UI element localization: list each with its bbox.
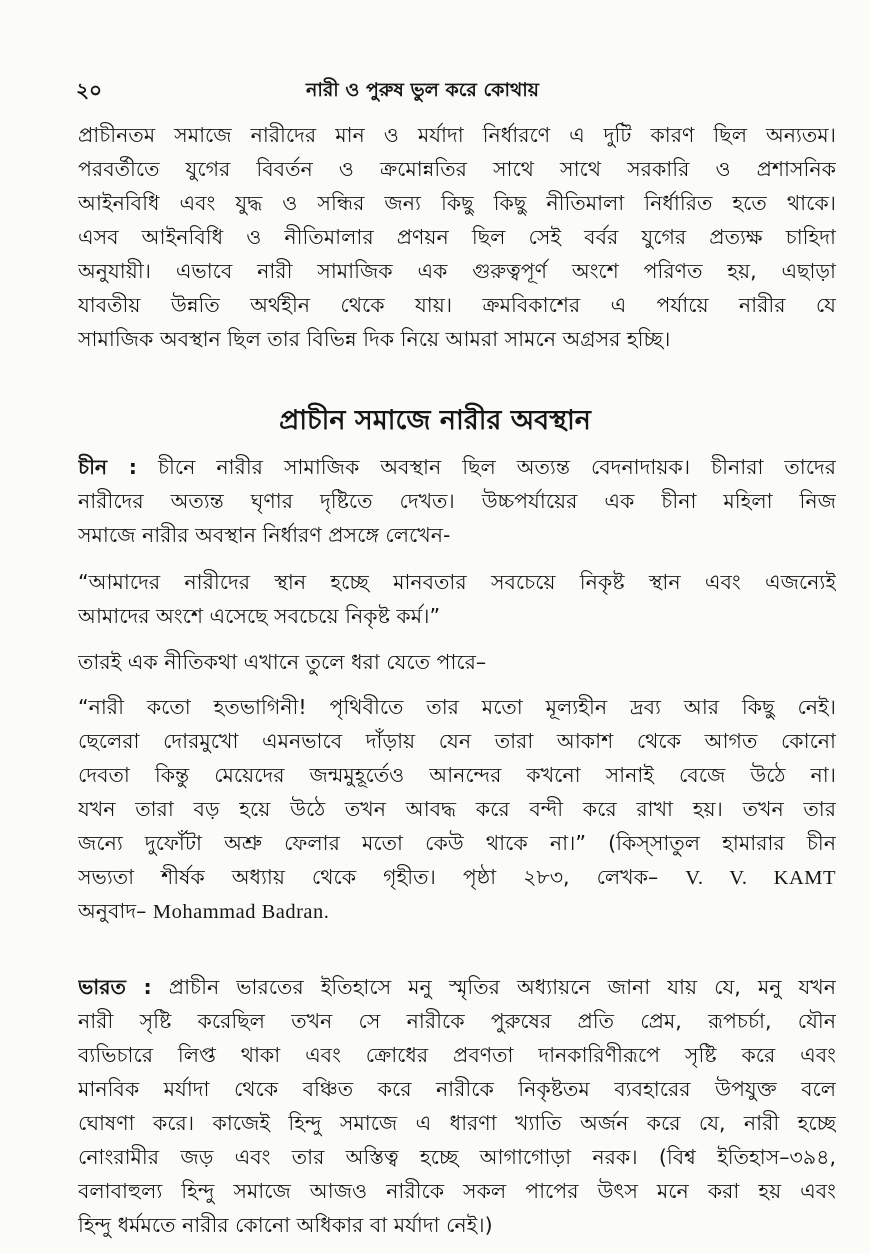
text-line: যাবতীয় উন্নতি অর্থহীন থেকে যায়। ক্রমবিকাশের এ পর্যায়ে নারীর যে (78, 293, 836, 317)
section-heading: প্রাচীন সমাজে নারীর অবস্থান (279, 405, 591, 436)
text-line: নারীদের অত্যন্ত ঘৃণার দৃষ্টিতে দেখত। উচ্চপর্যায়ের এক চীনা মহিলা নিজ (78, 489, 836, 513)
text-line: যখন তারা বড় হয়ে উঠে তখন আবদ্ধ করে বন্দী করে রাখা হয়। তখন তার (78, 797, 836, 821)
text-line: প্রাচীনতম সমাজে নারীদের মান ও মর্যাদা নির্ধারণে এ দুটি কারণ ছিল অন্যতম। (78, 123, 836, 147)
quote-one (78, 565, 836, 633)
text-line: ছেলেরা দোরমুখো এমনভাবে দাঁড়ায় যেন তারা আকাশ থেকে আগত কোনো (78, 729, 836, 753)
text-line: “আমাদের নারীদের স্থান হচ্ছে মানবতার সবচেয়ে নিকৃষ্ট স্থান এবং এজন্যেই (78, 570, 836, 594)
text-line: অনুযায়ী। এভাবে নারী সামাজিক এক গুরুত্বপূর্ণ অংশে পরিণত হয়, এছাড়া (78, 259, 836, 283)
text-line: বলাবাহুল্য হিন্দু সমাজে আজও নারীকে সকল পাপের উৎস মনে করা হয় এবং (78, 1179, 836, 1203)
text-line: দেবতা কিন্তু মেয়েদের জন্মমুহূর্তেও আনন্দের কখনো সানাই বেজে উঠে না। (78, 763, 836, 787)
text-line: জন্যে দুফোঁটা অশ্রু ফেলার মতো কেউ থাকে না।” (কিস্সাতুল হামারার চীন (78, 831, 836, 855)
translator-name: Mohammad Badran. (152, 901, 330, 923)
translator-label: অনুবাদ– (78, 899, 153, 923)
text-line (78, 450, 836, 484)
intro-paragraph (78, 118, 836, 356)
text-line: তারই এক নীতিকথা এখানে তুলে ধরা যেতে পারে– (78, 650, 487, 674)
text-line: আইনবিধি এবং যুদ্ধ ও সন্ধির জন্য কিছু কিছু নীতিমালা নির্ধারিত হতে থাকে। (78, 191, 836, 215)
quote-two (78, 690, 836, 928)
china-paragraph (78, 450, 836, 552)
text-line: ব্যভিচারে লিপ্ত থাকা এবং ক্রোধের প্রবণতা দানকারিণীরূপে সৃষ্টি করে এবং (78, 1043, 836, 1067)
china-first-line: চীনে নারীর সামাজিক অবস্থান ছিল অত্যন্ত বেদনাদায়ক। চীনারা তাদের (136, 455, 836, 479)
text-line: হিন্দু ধর্মমতে নারীর কোনো অধিকার বা মর্যাদা নেই।) (78, 1213, 493, 1237)
citation-line (78, 860, 836, 894)
citation-text: সভ্যতা শীর্ষক অধ্যায় থেকে গৃহীত। পৃষ্ঠা ২৮৩, লেখক– (78, 865, 686, 889)
china-label: চীন : (78, 455, 137, 479)
text-line: নোংরামীর জড় এবং তার অস্তিত্ব হচ্ছে আগাগোড়া নরক। (বিশ্ব ইতিহাস–৩৯৪, (78, 1145, 836, 1169)
india-first-line: প্রাচীন ভারতের ইতিহাসে মনু স্মৃতির অধ্যায়নে জানা যায় যে, মনু যখন (151, 975, 836, 999)
text-line: “নারী কতো হতভাগিনী! পৃথিবীতে তার মতো মূল্যহীন দ্রব্য আর কিছু নেই। (78, 695, 836, 719)
transition-paragraph (78, 645, 836, 679)
india-paragraph (78, 970, 836, 1242)
text-line: পরবর্তীতে যুগের বিবর্তন ও ক্রমোন্নতির সাথে সাথে সরকারি ও প্রশাসনিক (78, 157, 836, 181)
text-line: সামাজিক অবস্থান ছিল তার বিভিন্ন দিক নিয়ে আমরা সামনে অগ্রসর হচ্ছি। (78, 327, 671, 351)
running-title: নারী ও পুরুষ ভুল করে কোথায় (306, 79, 539, 101)
text-line (78, 970, 836, 1004)
text-line: নারী সৃষ্টি করেছিল তখন সে নারীকে পুরুষের প্রতি প্রেম, রূপচর্চা, যৌন (78, 1009, 836, 1033)
text-line: আমাদের অংশে এসেছে সবচেয়ে নিকৃষ্ট কর্ম।” (78, 604, 441, 628)
text-line: মানবিক মর্যাদা থেকে বঞ্চিত করে নারীকে নিকৃষ্টতম ব্যবহারের উপযুক্ত বলে (78, 1077, 836, 1101)
india-label: ভারত : (78, 975, 152, 999)
page-number: ২০ (76, 78, 103, 102)
text-line: এসব আইনবিধি ও নীতিমালার প্রণয়ন ছিল সেই বর্বর যুগের প্রত্যক্ষ চাহিদা (78, 225, 836, 249)
page-header (76, 70, 830, 106)
translator-line (78, 894, 836, 928)
citation-author: V. V. KAMT (685, 867, 836, 889)
text-line: ঘোষণা করে। কাজেই হিন্দু সমাজে এ ধারণা খ্যাতি অর্জন করে যে, নারী হচ্ছে (78, 1111, 836, 1135)
text-line: সমাজে নারীর অবস্থান নির্ধারণ প্রসঙ্গে লেখেন- (78, 523, 451, 547)
